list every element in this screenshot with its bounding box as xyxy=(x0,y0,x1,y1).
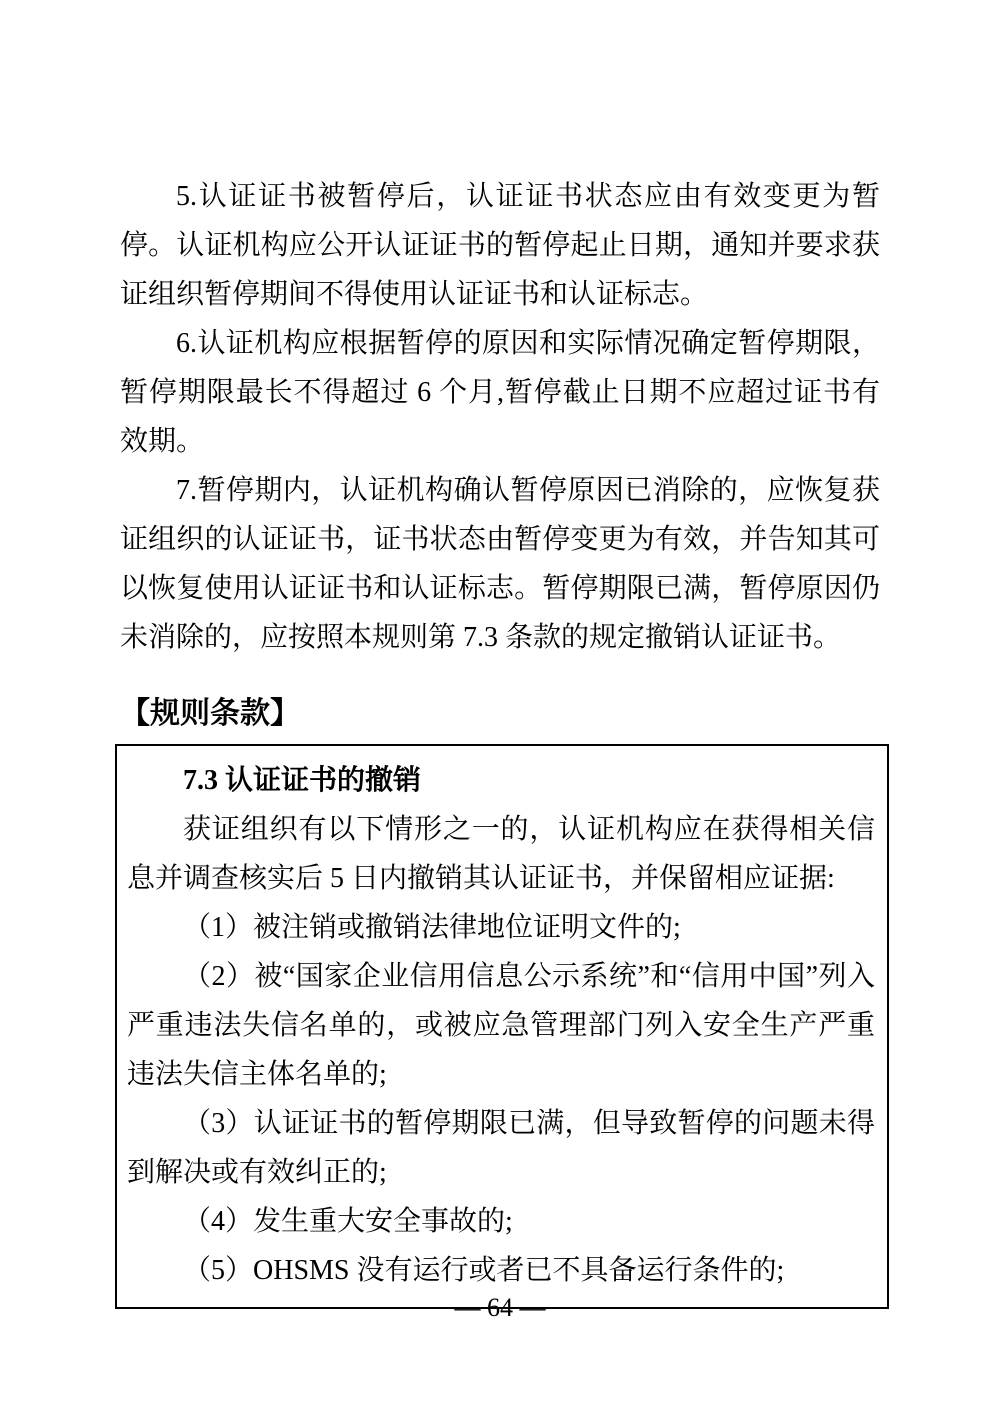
rule-box-item-4: （4）发生重大安全事故的; xyxy=(183,1206,513,1237)
rule-box-item-1: （1）被注销或撤销法律地位证明文件的; xyxy=(183,912,681,943)
rule-clause-box xyxy=(115,744,889,1309)
rule-box-intro: 获证组织有以下情形之一的，认证机构应在获得相关信息并调查核实后 5 日内撤销其认证证书，并保留相应证据: xyxy=(127,814,875,894)
page-number: — 64 — xyxy=(454,1293,546,1322)
rule-box-item-5: （5）OHSMS 没有运行或者已不具备运行条件的; xyxy=(183,1255,785,1286)
rule-box-item-2: （2）被“国家企业信用信息公示系统”和“信用中国”列入严重违法失信名单的，或被应急管理部门列入安全生产严重违法失信主体名单的; xyxy=(127,961,875,1090)
section-label-rule-clause: 【规则条款】 xyxy=(120,697,300,730)
paragraph-suspension-recovery: 7.暂停期内，认证机构确认暂停原因已消除的，应恢复获证组织的认证证书，证书状态由暂停变更为有效，并告知其可以恢复使用认证证书和认证标志。暂停期限已满，暂停原因仍未消除的，应按照本规则第 7.3 条款的规定撤销认证证书。 xyxy=(120,475,880,653)
paragraph-suspension-status: 5.认证证书被暂停后，认证证书状态应由有效变更为暂停。认证机构应公开认证证书的暂停起止日期，通知并要求获证组织暂停期间不得使用认证证书和认证标志。 xyxy=(120,181,880,310)
rule-box-item-3: （3）认证证书的暂停期限已满，但导致暂停的问题未得到解决或有效纠正的; xyxy=(127,1108,875,1188)
rule-box-heading: 7.3 认证证书的撤销 xyxy=(183,765,422,796)
paragraph-suspension-period: 6.认证机构应根据暂停的原因和实际情况确定暂停期限，暂停期限最长不得超过 6 个月,暂停截止日期不应超过证书有效期。 xyxy=(120,328,880,457)
